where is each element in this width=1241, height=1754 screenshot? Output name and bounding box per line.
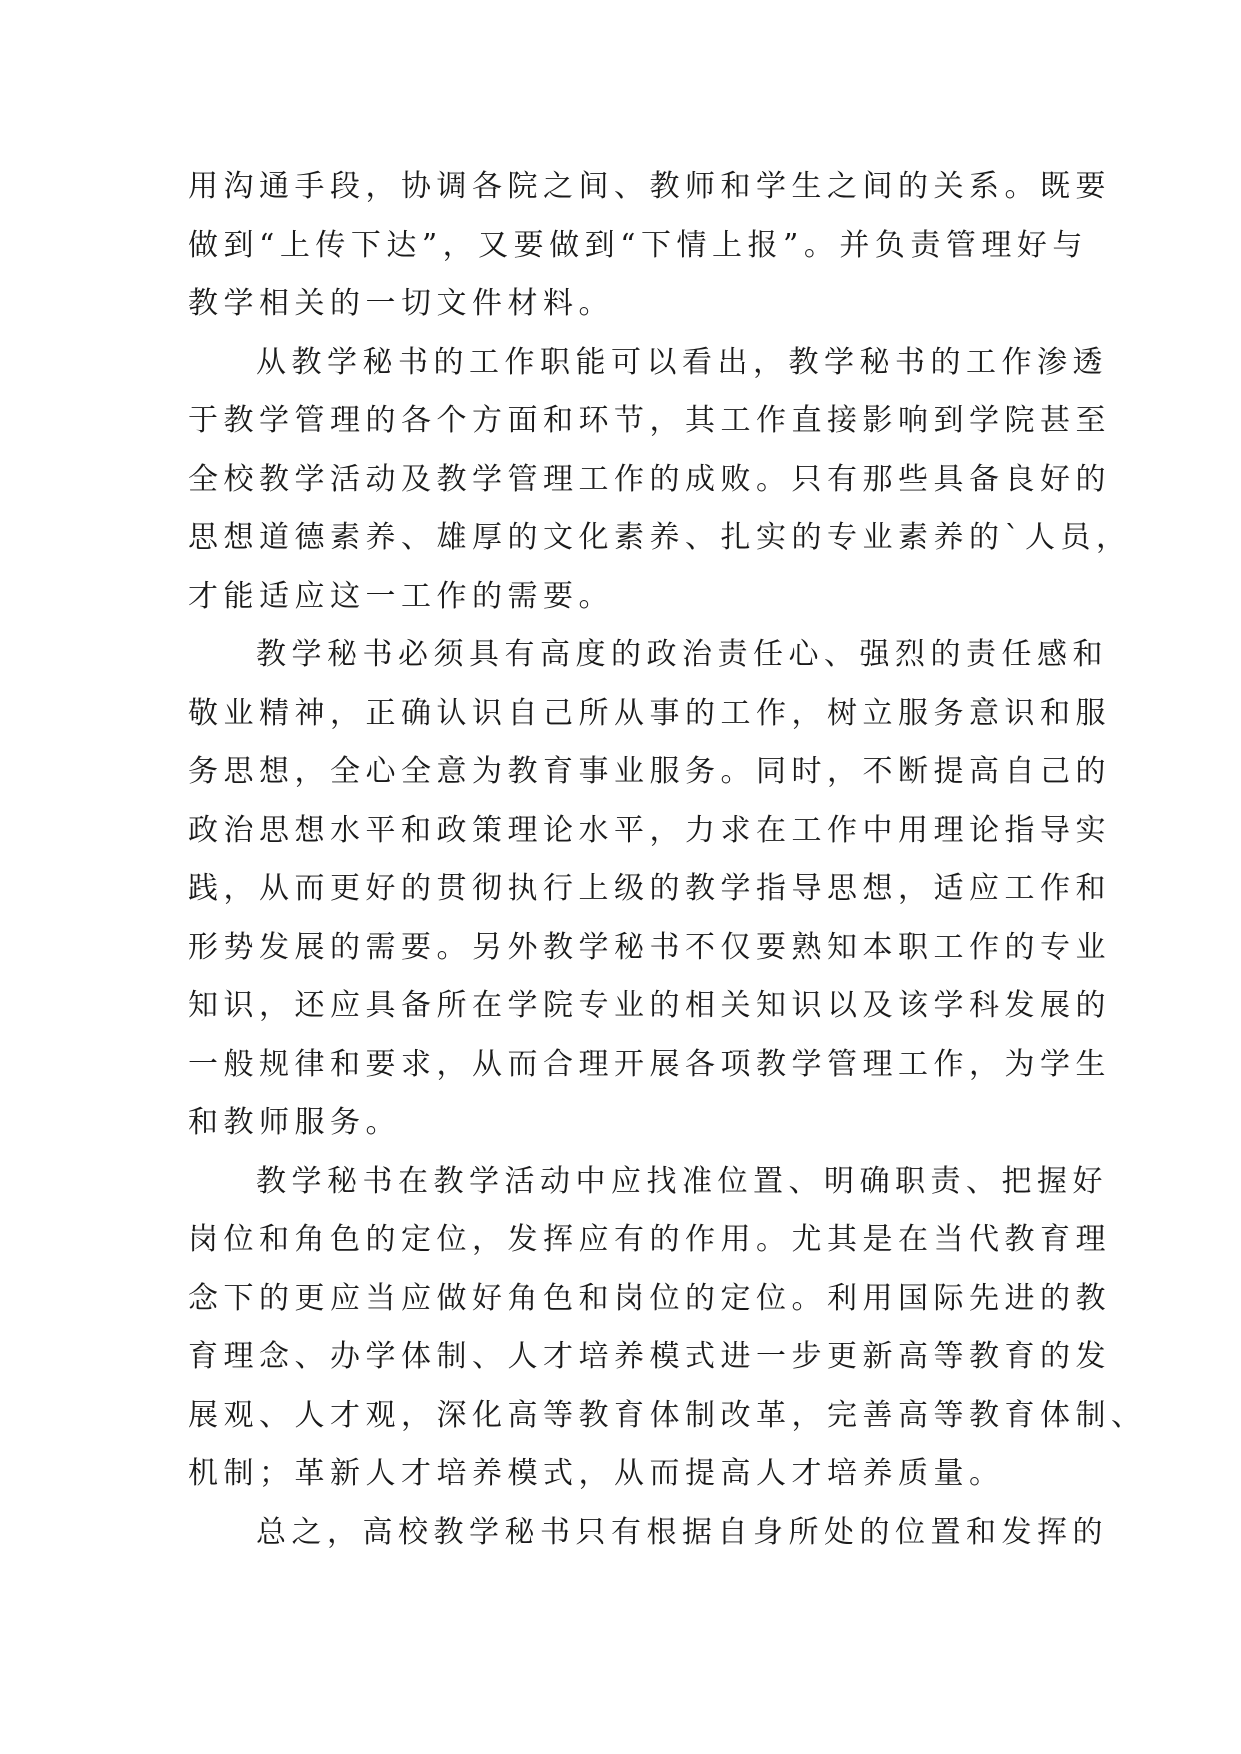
text-line: 思想道德素养、雄厚的文化素养、扎实的专业素养的`人员， (188, 520, 1132, 555)
text-line: 于教学管理的各个方面和环节，其工作直接影响到学院甚至 (188, 403, 1111, 438)
paragraph (188, 334, 1132, 627)
text-line: 教学相关的一切文件材料。 (188, 286, 614, 321)
text-line: 用沟通手段，协调各院之间、教师和学生之间的关系。既要 (188, 169, 1111, 204)
body-text (188, 158, 1147, 1562)
text-line: 形势发展的需要。另外教学秘书不仅要熟知本职工作的专业 (188, 929, 1111, 965)
text-line: 展观、人才观，深化高等教育体制改革，完善高等教育体制、 (188, 1397, 1147, 1433)
text-line: 念下的更应当应做好角色和岗位的定位。利用国际先进的教 (188, 1280, 1111, 1316)
text-line: 教学秘书必须具有高度的政治责任心、强烈的责任感和 (256, 637, 1108, 672)
text-line: 育理念、办学体制、人才培养模式进一步更新高等教育的发 (188, 1339, 1111, 1374)
text-line: 知识，还应具备所在学院专业的相关知识以及该学科发展的 (188, 988, 1111, 1023)
paragraph (188, 158, 1111, 334)
text-line: 和教师服务。 (188, 1105, 401, 1140)
text-line: 从教学秘书的工作职能可以看出，教学秘书的工作渗透 (256, 344, 1108, 380)
paragraph (188, 626, 1111, 1153)
text-line: 敬业精神，正确认识自己所从事的工作，树立服务意识和服 (188, 695, 1111, 731)
paragraph (188, 1153, 1147, 1504)
paragraph (188, 1504, 1108, 1563)
text-line: 才能适应这一工作的需要。 (188, 578, 614, 614)
text-line: 一般规律和要求，从而合理开展各项教学管理工作，为学生 (188, 1046, 1111, 1082)
text-line: 践，从而更好的贯彻执行上级的教学指导思想，适应工作和 (188, 871, 1111, 906)
text-line: 政治思想水平和政策理论水平，力求在工作中用理论指导实 (188, 812, 1111, 848)
text-line: 全校教学活动及教学管理工作的成败。只有那些具备良好的 (188, 461, 1111, 497)
text-line: 总之，高校教学秘书只有根据自身所处的位置和发挥的 (256, 1514, 1108, 1550)
text-line: 教学秘书在教学活动中应找准位置、明确职责、把握好 (256, 1163, 1108, 1199)
text-line: 机制；革新人才培养模式，从而提高人才培养质量。 (188, 1456, 1005, 1491)
text-line: 岗位和角色的定位，发挥应有的作用。尤其是在当代教育理 (188, 1222, 1111, 1257)
text-line: 务思想，全心全意为教育事业服务。同时，不断提高自己的 (188, 754, 1111, 789)
text-line: 做到“上传下达”，又要做到“下情上报”。并负责管理好与 (188, 227, 1088, 263)
